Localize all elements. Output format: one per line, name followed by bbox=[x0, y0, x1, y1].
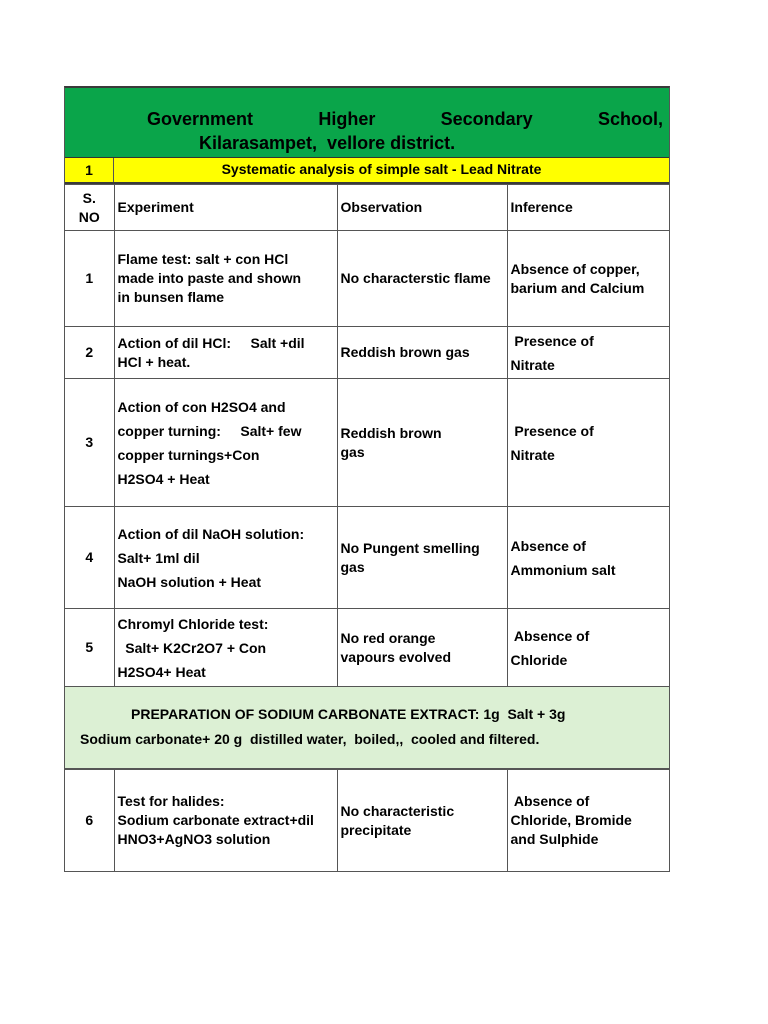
row-inference: Absence of Ammonium salt bbox=[507, 507, 669, 609]
preparation-row bbox=[65, 687, 669, 770]
row-inference: Absence of Chloride bbox=[507, 609, 669, 687]
table-row bbox=[65, 231, 669, 327]
row-inference: Absence of Chloride, Bromide and Sulphide bbox=[507, 770, 669, 872]
title-word: School, bbox=[597, 109, 663, 129]
subtitle-text: Systematic analysis of simple salt - Lead Nitrate bbox=[221, 161, 542, 177]
row-experiment: Action of con H2SO4 and copper turning: Salt+ few copper turnings+Con H2SO4 + Heat bbox=[114, 379, 337, 507]
school-title-banner bbox=[65, 88, 669, 158]
column-header-experiment: Experiment bbox=[114, 185, 337, 231]
column-header-observation: Observation bbox=[337, 185, 507, 231]
row-experiment: Action of dil HCl: Salt +dil HCl + heat. bbox=[114, 327, 337, 379]
table-row bbox=[65, 507, 669, 609]
row-inference: Presence of Nitrate bbox=[507, 379, 669, 507]
school-title-line2: Kilarasampet, vellore district. bbox=[199, 133, 456, 153]
row-inference: Presence of Nitrate bbox=[507, 327, 669, 379]
school-title-line1 bbox=[147, 109, 663, 130]
row-observation: No red orange vapours evolved bbox=[337, 609, 507, 687]
column-header-sno: S. NO bbox=[65, 185, 114, 231]
row-observation: Reddish brown gas bbox=[337, 379, 507, 507]
row-sno: 4 bbox=[65, 507, 114, 609]
preparation-line1: PREPARATION OF SODIUM CARBONATE EXTRACT: 1g Salt + 3g bbox=[131, 706, 566, 722]
title-word: Secondary bbox=[440, 109, 533, 129]
column-header-inference: Inference bbox=[507, 185, 669, 231]
table-row bbox=[65, 327, 669, 379]
table-row bbox=[65, 379, 669, 507]
table-row bbox=[65, 770, 669, 872]
row-sno: 6 bbox=[65, 770, 114, 872]
row-observation: Reddish brown gas bbox=[337, 327, 507, 379]
row-observation: No Pungent smelling gas bbox=[337, 507, 507, 609]
title-word: Higher bbox=[318, 109, 376, 129]
row-sno: 2 bbox=[65, 327, 114, 379]
analysis-sheet bbox=[64, 86, 670, 872]
row-sno: 1 bbox=[65, 231, 114, 327]
table-header-row bbox=[65, 185, 669, 231]
analysis-subtitle-bar bbox=[65, 158, 669, 184]
subtitle-number: 1 bbox=[65, 158, 114, 182]
row-observation: No characterstic flame bbox=[337, 231, 507, 327]
row-experiment: Action of dil NaOH solution: Salt+ 1ml dil NaOH solution + Heat bbox=[114, 507, 337, 609]
table-row bbox=[65, 609, 669, 687]
row-experiment: Chromyl Chloride test: Salt+ K2Cr2O7 + Con H2SO4+ Heat bbox=[114, 609, 337, 687]
row-observation: No characteristic precipitate bbox=[337, 770, 507, 872]
preparation-banner bbox=[65, 687, 669, 769]
title-word: Government bbox=[147, 109, 254, 129]
analysis-table bbox=[65, 184, 669, 872]
row-experiment: Flame test: salt + con HCl made into paste and shown in bunsen flame bbox=[114, 231, 337, 327]
preparation-line2: Sodium carbonate+ 20 g distilled water, boiled,, cooled and filtered. bbox=[80, 731, 540, 747]
row-experiment: Test for halides: Sodium carbonate extract+dil HNO3+AgNO3 solution bbox=[114, 770, 337, 872]
row-sno: 3 bbox=[65, 379, 114, 507]
row-sno: 5 bbox=[65, 609, 114, 687]
row-inference: Absence of copper, barium and Calcium bbox=[507, 231, 669, 327]
